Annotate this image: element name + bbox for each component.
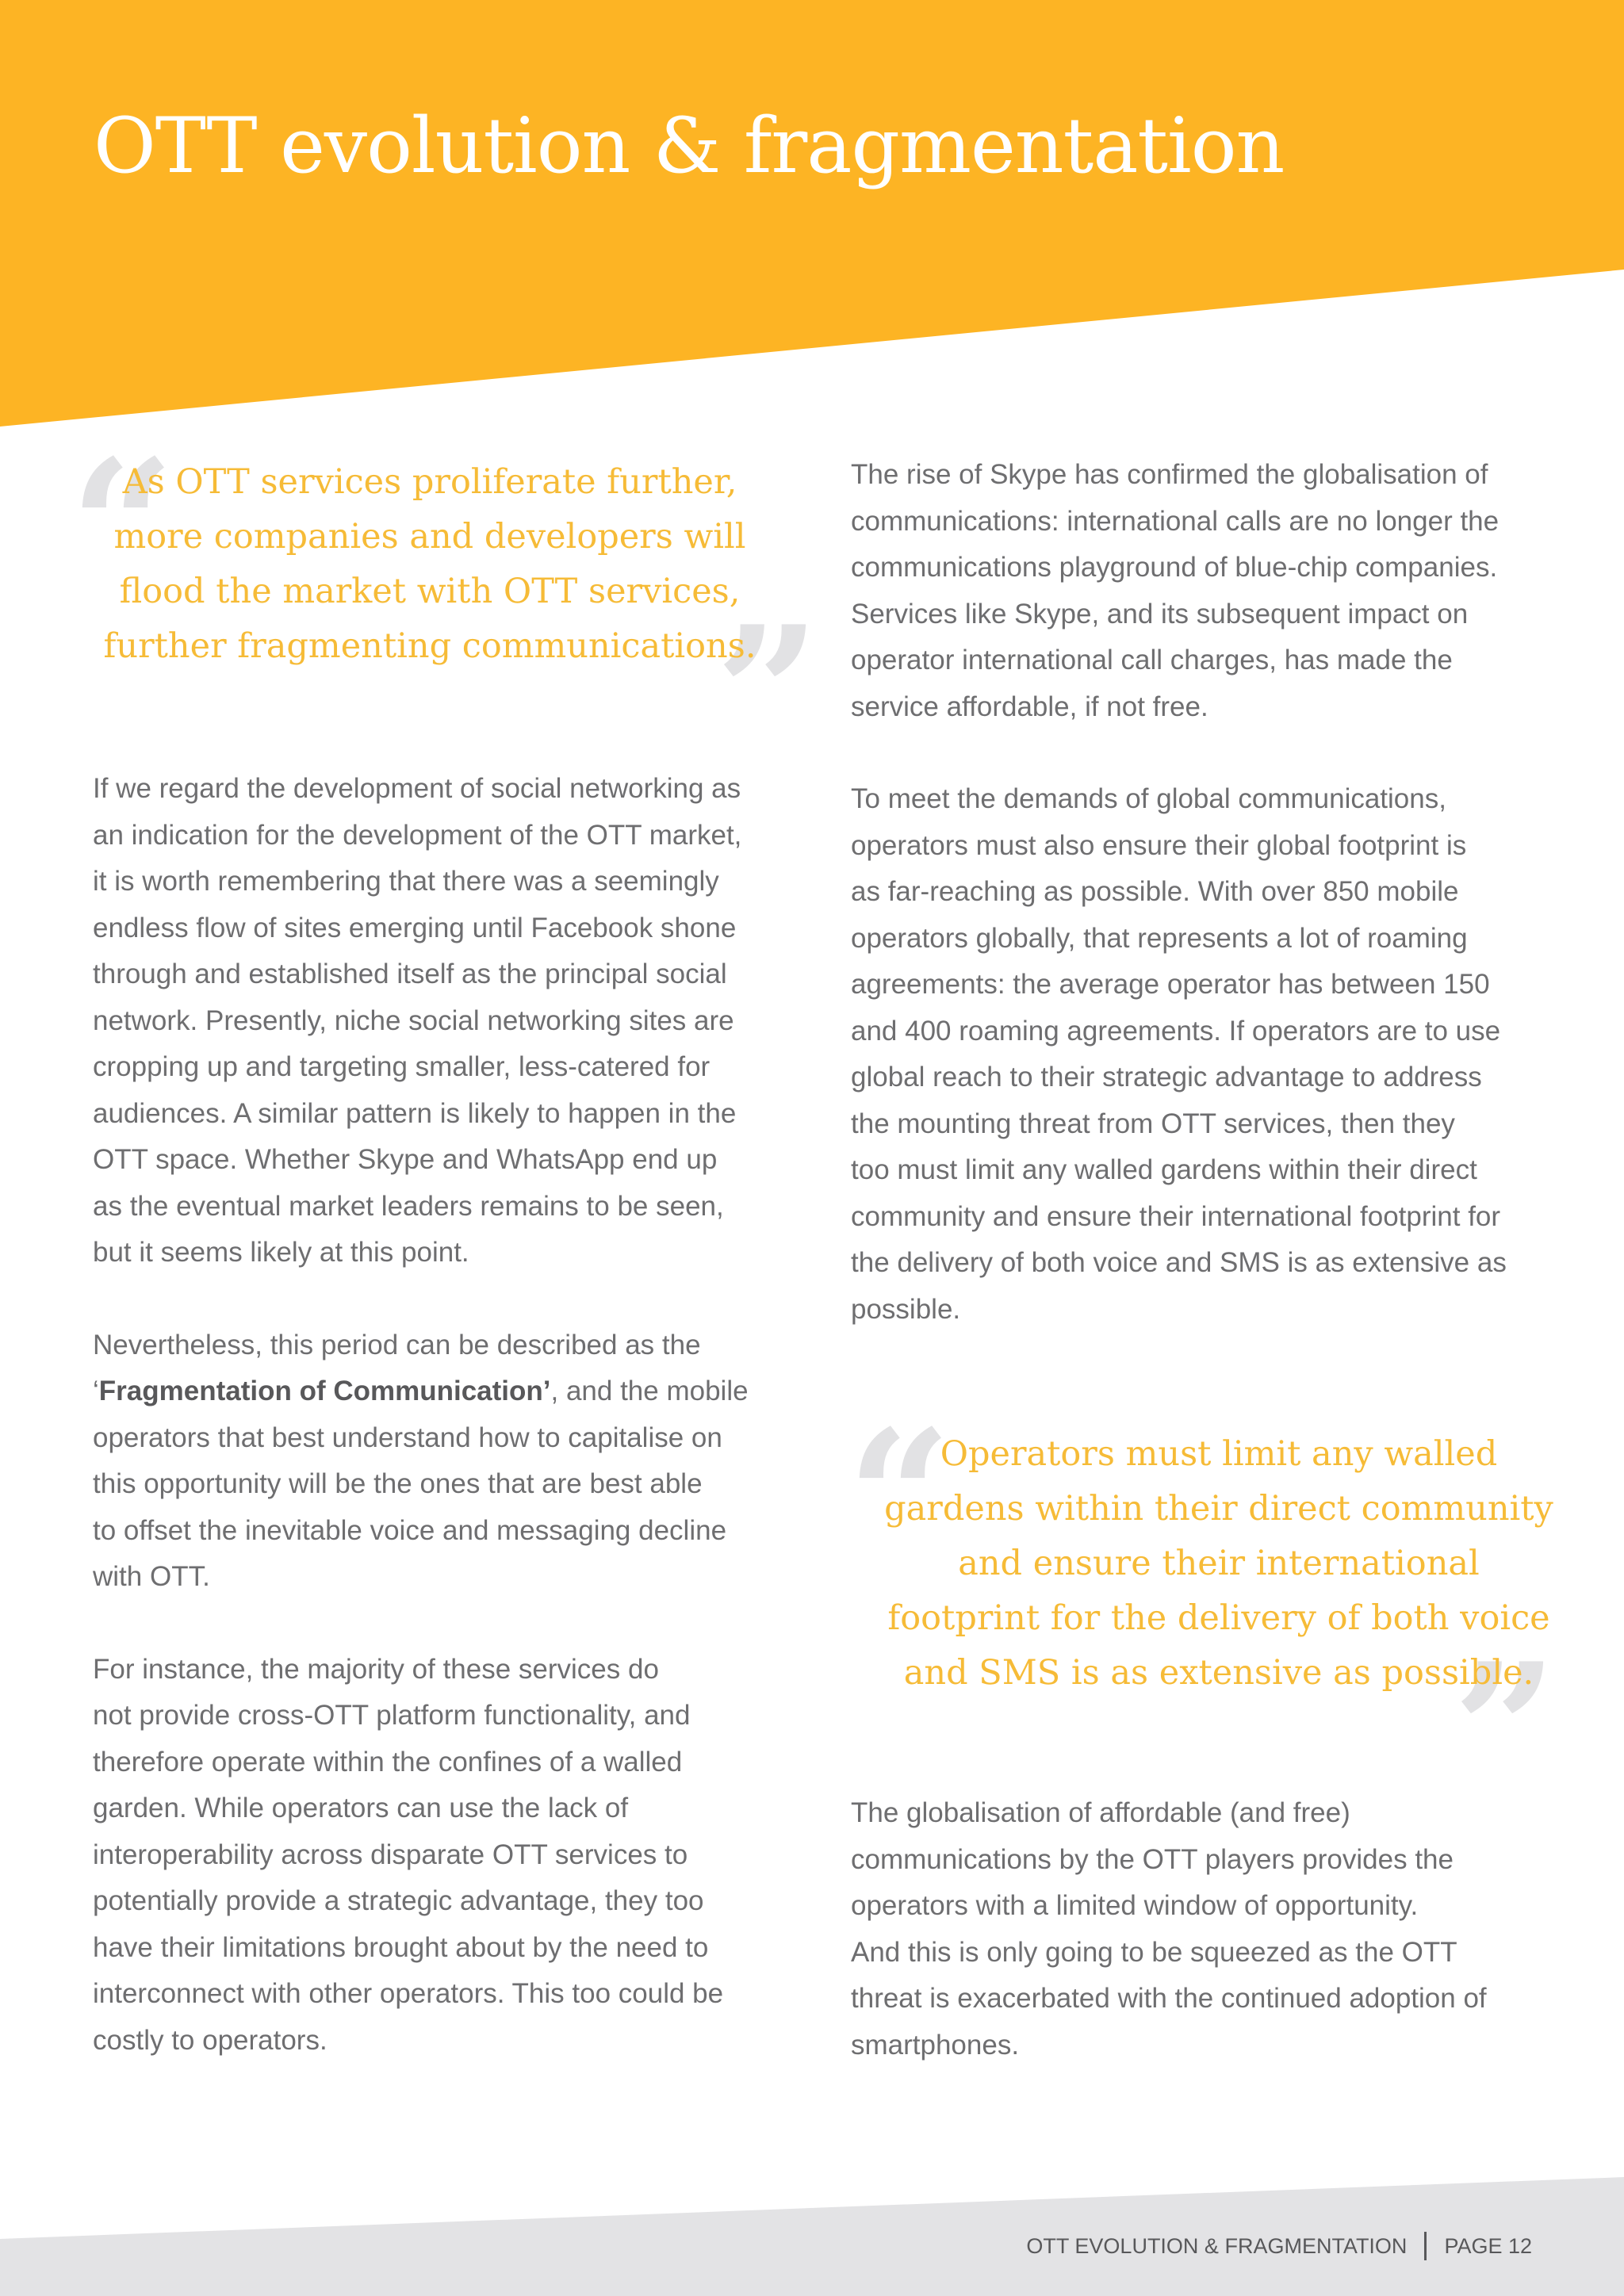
left-paragraph-2-rest: , and the mobile operators that best understand how to capitalise on this opportunity will be the ones that are best able to offset the inevitable voice and messaging decline with OTT. [93,1376,749,1592]
pull-quote-2-text: Operators must limit any walled gardens within their direct community and ensure their international footprint for the delivery of both voice and SMS is as extensive as possible. [884,1434,1553,1693]
pull-quote-2 [847,1391,1588,1838]
left-paragraph-1: If we regard the development of social networking as an indication for the development of the OTT market, it is worth remembering that there was a seemingly endless flow of sites emerging until Facebook shone through and established itself as the principal social network. Presently, niche social networking sites are cropping up and targeting smaller, less-catered for audiences. A similar pattern is likely to happen in the OTT space. Whether Skype and WhatsApp end up as the eventual market leaders remains to be seen, but it seems likely at this point. [93,773,742,1268]
open-quote-icon: “ [847,1391,952,1605]
left-paragraph-2-intro: Nevertheless, this period can be described as the ‘ [93,1329,701,1406]
pull-quote-1-text: As OTT services proliferate further, more companies and developers will flood the market with OTT services, further fragmenting communications. [103,462,756,666]
footer-divider [1424,2232,1427,2260]
page-title: OTT evolution & fragmentation [94,101,1285,190]
header-band [0,0,1624,444]
left-paragraph-3: For instance, the majority of these services do not provide cross-OTT platform functionality, and therefore operate within the confines of a walled garden. While operators can use the lack of interoperability across disparate OTT services to potentially provide a strategic advantage, they too have their limitations brought about by the need to interconnect with other operators. This too could be costly to operators. [93,1653,724,2056]
close-quote-icon: ” [715,587,821,801]
right-paragraph-3: The globalisation of affordable (and free) communications by the OTT players provides the operators with a limited window of opportunity. And this is only going to be squeezed as the OTT threat is exacerbated with the continued adoption of smartphones. [851,1797,1487,2061]
right-paragraph-2: To meet the demands of global communications, operators must also ensure their global footprint is as far-reaching as possible. With over 850 mobile operators globally, that represents a lot of roaming agreements: the average operator has between 150 and 400 roaming agreements. If operators are to use global reach to their strategic advantage to address the mounting threat from OTT services, then they too must limit any walled gardens within their direct community and ensure their international footprint for the delivery of both voice and SMS is as extensive as possible. [851,783,1507,1325]
header-band-shape [0,0,1624,427]
footer-band [0,2156,1624,2296]
left-column [93,766,806,2064]
footer [1026,2232,1532,2260]
open-quote-icon: “ [70,420,175,634]
left-paragraph-2 [93,1322,806,1601]
footer-page-number: PAGE 12 [1444,2233,1532,2258]
fragmentation-term: Fragmentation of Communication’ [98,1376,551,1406]
close-quote-icon: ” [1453,1624,1558,1838]
right-paragraph-1: The rise of Skype has confirmed the globalisation of communications: international calls are no longer the communications playground of blue-chip companies. Services like Skype, and its subsequent impact on operator international call charges, has made the service affordable, if not free. [851,459,1500,722]
right-column-top [851,452,1565,1333]
footer-section-label: OTT EVOLUTION & FRAGMENTATION [1026,2233,1408,2258]
pull-quote-1 [70,420,821,801]
